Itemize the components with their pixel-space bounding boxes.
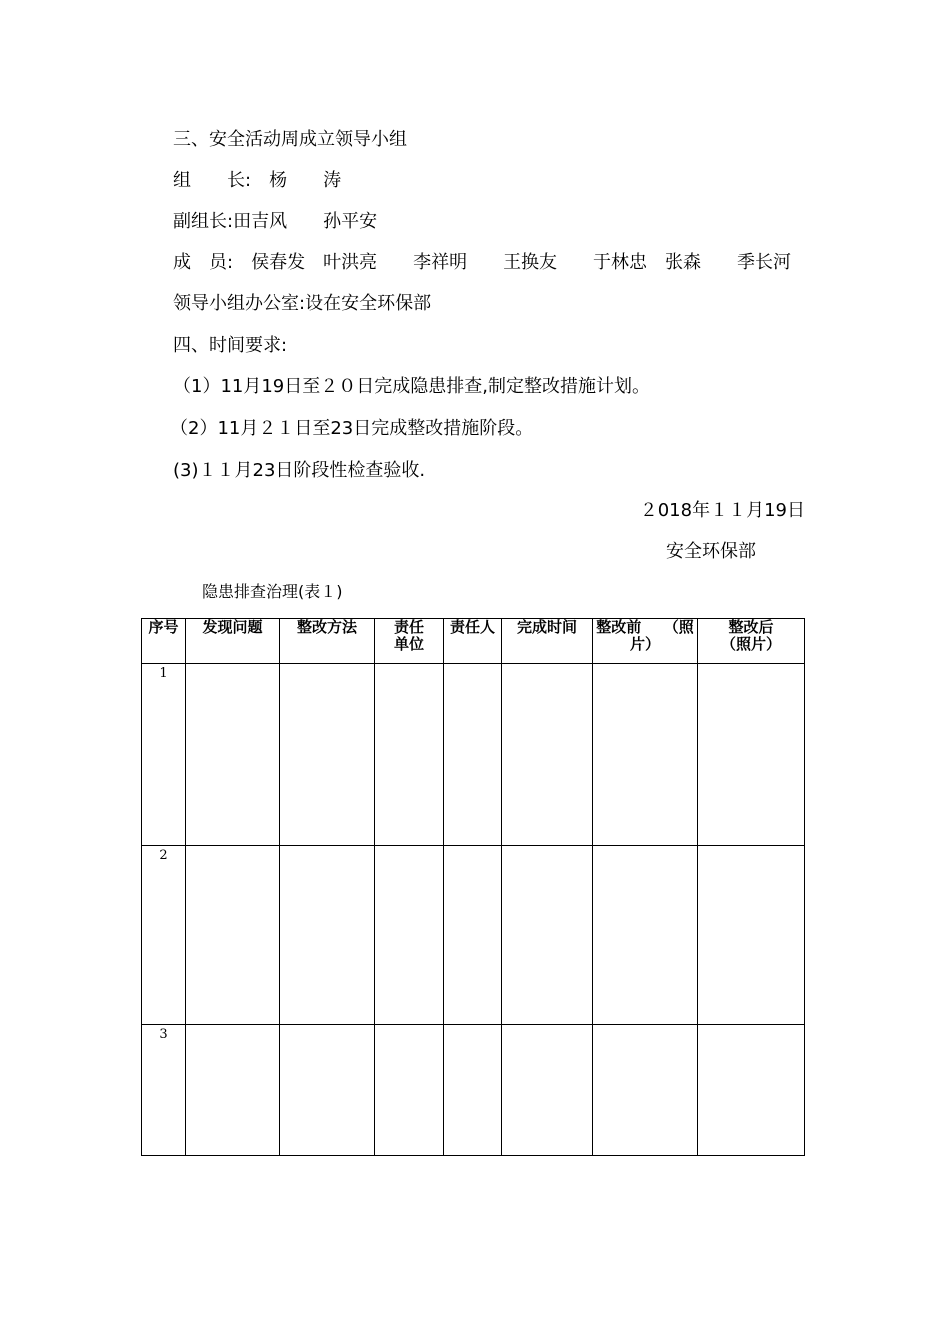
header-unit [375, 619, 444, 664]
row-cell [186, 664, 280, 846]
table-caption: 隐患排查治理(表１) [202, 582, 343, 601]
row-cell [444, 846, 502, 1025]
leader-line: 组 长: 杨 涛 [173, 170, 342, 191]
header-before-line1: 整改前 （照 [596, 618, 694, 636]
row-cell [280, 1025, 375, 1156]
row-cell [698, 664, 805, 846]
row-cell [502, 1025, 593, 1156]
row-cell [698, 1025, 805, 1156]
deputy-leader-line: 副组长:田吉风 孙平安 [173, 211, 378, 232]
hazard-table [141, 618, 805, 1156]
header-method: 整改方法 [280, 619, 375, 664]
row-cell [186, 1025, 280, 1156]
header-unit-line1: 责任 [393, 618, 424, 636]
row-cell [375, 664, 444, 846]
section4-heading: 四、时间要求: [173, 335, 288, 356]
header-time: 完成时间 [502, 619, 593, 664]
members-line: 成 员: 侯春发 叶洪亮 李祥明 王换友 于林忠 张森 季长河 [173, 252, 792, 273]
header-after [698, 619, 805, 664]
row-cell [444, 664, 502, 846]
row-cell [375, 846, 444, 1025]
row-cell [502, 846, 593, 1025]
row-cell [444, 1025, 502, 1156]
row-seq: 1 [142, 664, 186, 846]
header-issue: 发现问题 [186, 619, 280, 664]
row-cell [698, 846, 805, 1025]
header-after-line2: （照片） [720, 635, 781, 653]
table-header-row [142, 619, 805, 664]
section3-heading: 三、安全活动周成立领导小组 [173, 129, 407, 150]
row-seq: 2 [142, 846, 186, 1025]
row-cell [280, 846, 375, 1025]
header-before-line2: 片） [629, 635, 660, 653]
row-cell [593, 846, 698, 1025]
row-cell [502, 664, 593, 846]
row-cell [280, 664, 375, 846]
time-item-1: （1）11月19日至２０日完成隐患排查,制定整改措施计划。 [173, 376, 650, 397]
time-item-3: (3)１１月23日阶段性检查验收. [173, 460, 426, 481]
table-row [142, 846, 805, 1025]
header-before [593, 619, 698, 664]
header-person: 责任人 [444, 619, 502, 664]
header-seq: 序号 [142, 619, 186, 664]
row-cell [375, 1025, 444, 1156]
signature-date: ２018年１１月19日 [639, 500, 805, 521]
row-seq: 3 [142, 1025, 186, 1156]
time-item-2: （2）11月２１日至23日完成整改措施阶段。 [170, 418, 534, 439]
row-cell [593, 664, 698, 846]
row-cell [593, 1025, 698, 1156]
row-cell [186, 846, 280, 1025]
signature-dept: 安全环保部 [666, 541, 756, 562]
office-line: 领导小组办公室:设在安全环保部 [173, 293, 432, 314]
table-row [142, 664, 805, 846]
header-unit-line2: 单位 [393, 635, 424, 653]
header-after-line1: 整改后 [728, 618, 774, 636]
table-row [142, 1025, 805, 1156]
